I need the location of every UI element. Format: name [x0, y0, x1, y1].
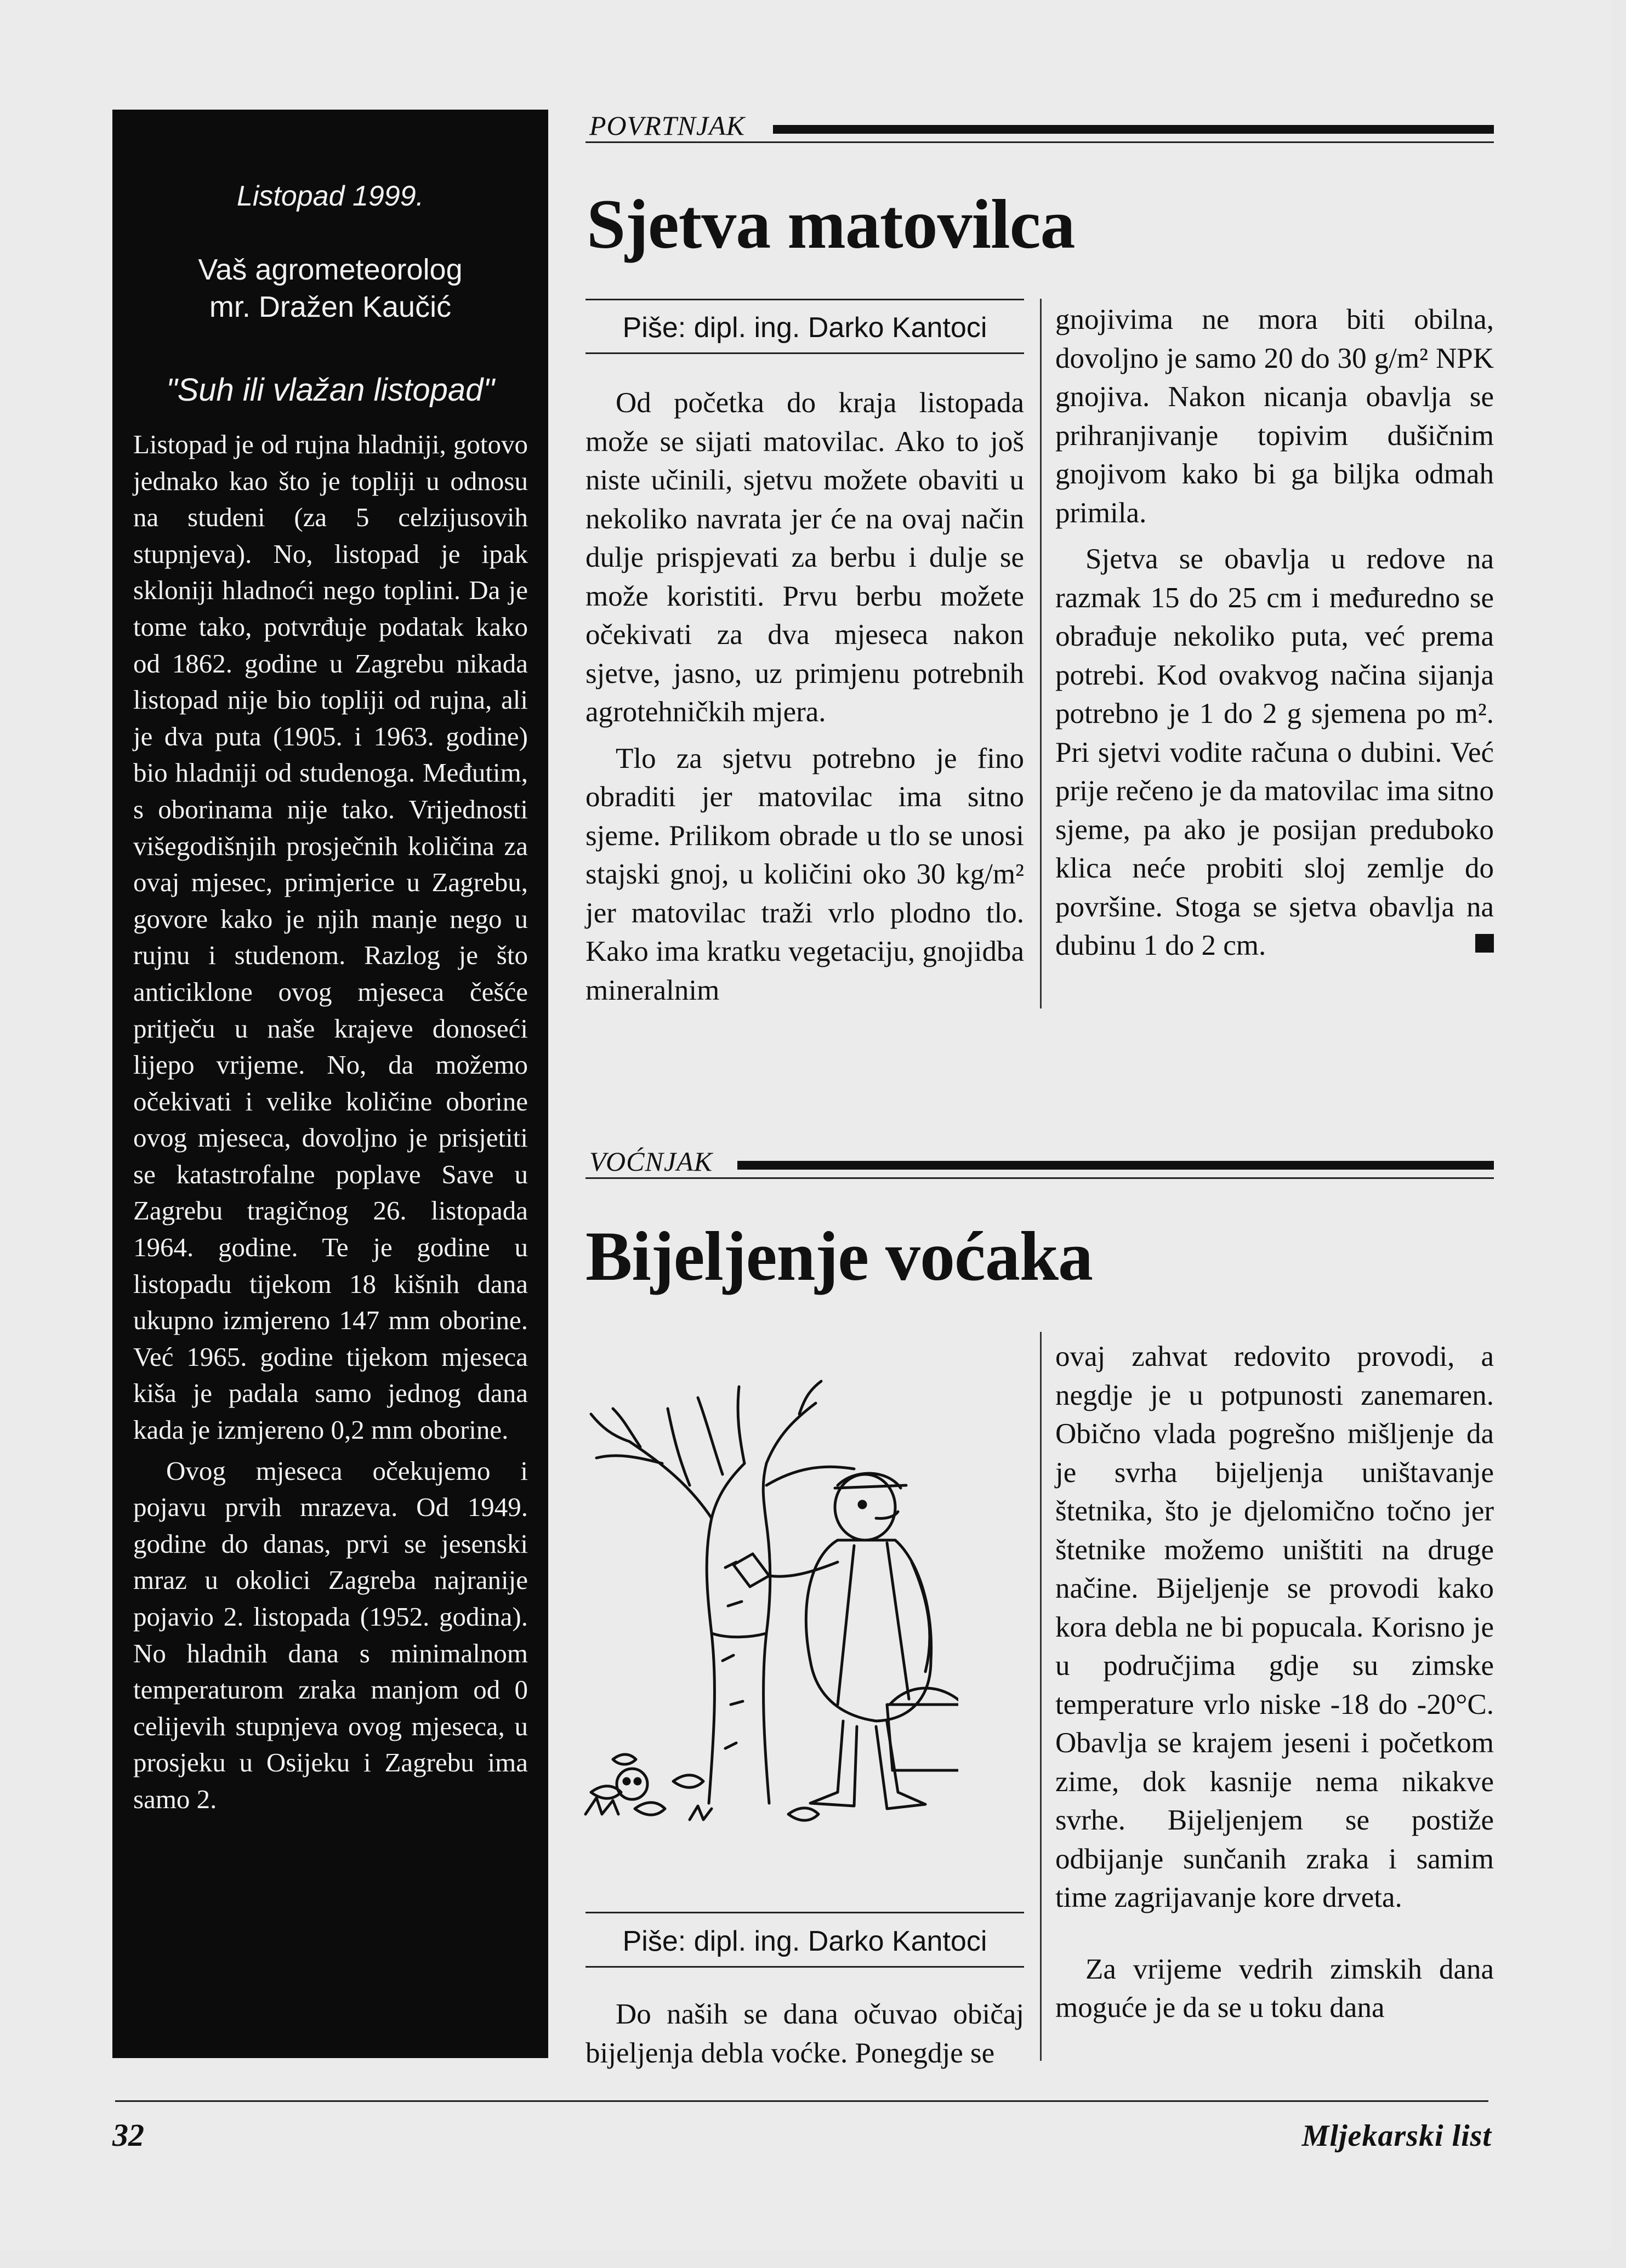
paragraph: Za vrijeme vedrih zimskih dana moguće je da se u toku dana	[1055, 1953, 1494, 2024]
column-divider	[1040, 1332, 1042, 2061]
article-title: Bijeljenje voćaka	[585, 1217, 1093, 1295]
footer-rule	[115, 2100, 1488, 2102]
section-label-vocnjak: VOĆNJAK	[589, 1146, 713, 1177]
byline-rule-bottom	[585, 1966, 1024, 1968]
box-date: Listopad 1999.	[236, 180, 424, 212]
paragraph: Tlo za sjetvu potrebno je fino obraditi jer matovilac ima sitno sjeme. Prilikom obrade u tlo se unosi stajski gnoj, u količini oko 30 kg/m² jer matovilac traži vrlo plodno tlo. Kako ima kratku vegetaciju, gnojidba mineralnim	[585, 742, 1024, 1006]
box-author	[112, 251, 548, 326]
section-label-povrtnjak: POVRTNJAK	[589, 110, 745, 141]
box-paragraph: Ovog mjeseca očekujemo i pojavu prvih mrazeva. Od 1949. godine do danas, prvi se jesenski mraz u okolici Zagreba najranije pojavio 2. listopada (1952. godina). No hladnih dana s minimalnom temperaturom zraka manjom od 0 celijevih stupnjeva ovog mjeseca, u prosjeku u Osijeku i Zagrebu ima samo 2.	[133, 1455, 528, 1814]
column-divider	[1040, 299, 1042, 1008]
article2-column2	[1055, 1337, 1494, 2027]
box-body	[133, 426, 528, 1818]
illustration-whitewashing-tree	[580, 1376, 958, 1831]
section-rule	[737, 1161, 1494, 1170]
box-title: "Suh ili vlažan listopad"	[166, 372, 494, 408]
box-author-role: Vaš agrometeorolog	[198, 253, 463, 286]
box-paragraph: Listopad je od rujna hladniji, gotovo jednako kao što je topliji u odnosu na studeni (za 5 celzijusovih stupnjeva). No, listopad je ipak skloniji hladnoći nego toplini. Da je tome tako, potvrđuje podatak kako od 1862. godine u Zagrebu nikada listopad nije bio topliji od rujna, ali je dva puta (1905. i 1963. godine) bio hladniji od studenoga. Međutim, s oborinama nije tako. Vrijednosti višegodišnjih prosječnih količina za ovaj mjesec, primjerice u Zagrebu, govore kako je njih manje nego u rujnu i studenom. Razlog je što anticiklone ovog mjeseca češće pritječu u naše krajeve donoseći lijepo vrijeme. No, da možemo očekivati i velike količine oborine ovog mjeseca, dovoljno je prisjetiti se katastrofalne poplave Save u Zagrebu tragičnog 26. listopada 1964. godine. Te je godine u listopadu tijekom 18 kišnih dana ukupno izmjereno 147 mm oborine. Već 1965. godine tijekom mjeseca kiša je padala samo jednog dana kada je izmjereno 0,2 mm oborine.	[133, 429, 528, 1445]
agrometeorology-box	[112, 110, 548, 2058]
byline: Piše: dipl. ing. Darko Kantoci	[622, 1925, 987, 1957]
article2-column1	[585, 1995, 1024, 2072]
paragraph: Sjetva se obavlja u redove na razmak 15 do 25 cm i međuredno se obrađuje nekoliko puta, već prema potrebi. Kod ovakvog načina sijanja potrebno je 1 do 2 g sjemena po m². Pri sjetvi vodite računa o dubini. Već prije rečeno je da matovilac ima sitno sjeme, pa ako je posijan preduboko klica neće probiti sloj zemlje do površine. Stoga se sjetva obavlja na dubinu 1 do 2 cm.	[1055, 543, 1494, 961]
page-number: 32	[112, 2117, 144, 2153]
paragraph: Do naših se dana očuvao običaj bijeljenja debla voćke. Ponegdje se	[585, 1998, 1024, 2069]
article-title: Sjetva matovilca	[587, 185, 1075, 263]
paragraph: Od početka do kraja listopada može se sijati matovilac. Ako to još niste učinili, sjetvu možete obaviti u nekoliko navrata jer će na ovaj način dulje prispjevati za berbu i dulje se može koristiti. Prvu berbu možete očekivati za dva mjeseca nakon sjetve, jasno, uz primjenu potrebnih agrotehničkih mjera.	[585, 387, 1024, 728]
paragraph: gnojivima ne mora biti obilna, dovoljno je samo 20 do 30 g/m² NPK gnojiva. Nakon nicanja obavlja se prihranjivanje topivim dušičnim gnojivom kako bi ga biljka odmah primila.	[1055, 304, 1494, 529]
section-rule	[773, 125, 1494, 134]
byline-rule-top	[585, 1912, 1024, 1913]
byline-rule-bottom	[585, 352, 1024, 354]
byline: Piše: dipl. ing. Darko Kantoci	[622, 312, 987, 344]
end-of-article-mark	[1475, 934, 1494, 953]
section-thin-rule	[585, 141, 1494, 143]
byline-rule-top	[585, 299, 1024, 300]
magazine-name: Mljekarski list	[1301, 2119, 1492, 2153]
article1-column2	[1055, 300, 1494, 965]
section-thin-rule	[585, 1177, 1494, 1179]
box-author-name: mr. Dražen Kaučić	[209, 290, 452, 323]
article1-column1	[585, 384, 1024, 1010]
paragraph: ovaj zahvat redovito provodi, a negdje je u potpunosti zanemaren. Obično vlada pogrešno mišljenje da je svrha bijeljenja uništavanje štetnika, što je djelomično točno jer štetnike možemo uništiti na druge načine. Bijeljenje se provodi kako kora debla ne bi popucala. Korisno je u područjima gdje su zimske temperature vrlo niske -18 do -20°C. Obavlja se krajem jeseni i početkom zime, dok kasnije nema nikakve svrhe. Bijeljenjem se postiže odbijanje sunčanih zraka i samim time zagrijavanje kore drveta.	[1055, 1341, 1494, 1913]
